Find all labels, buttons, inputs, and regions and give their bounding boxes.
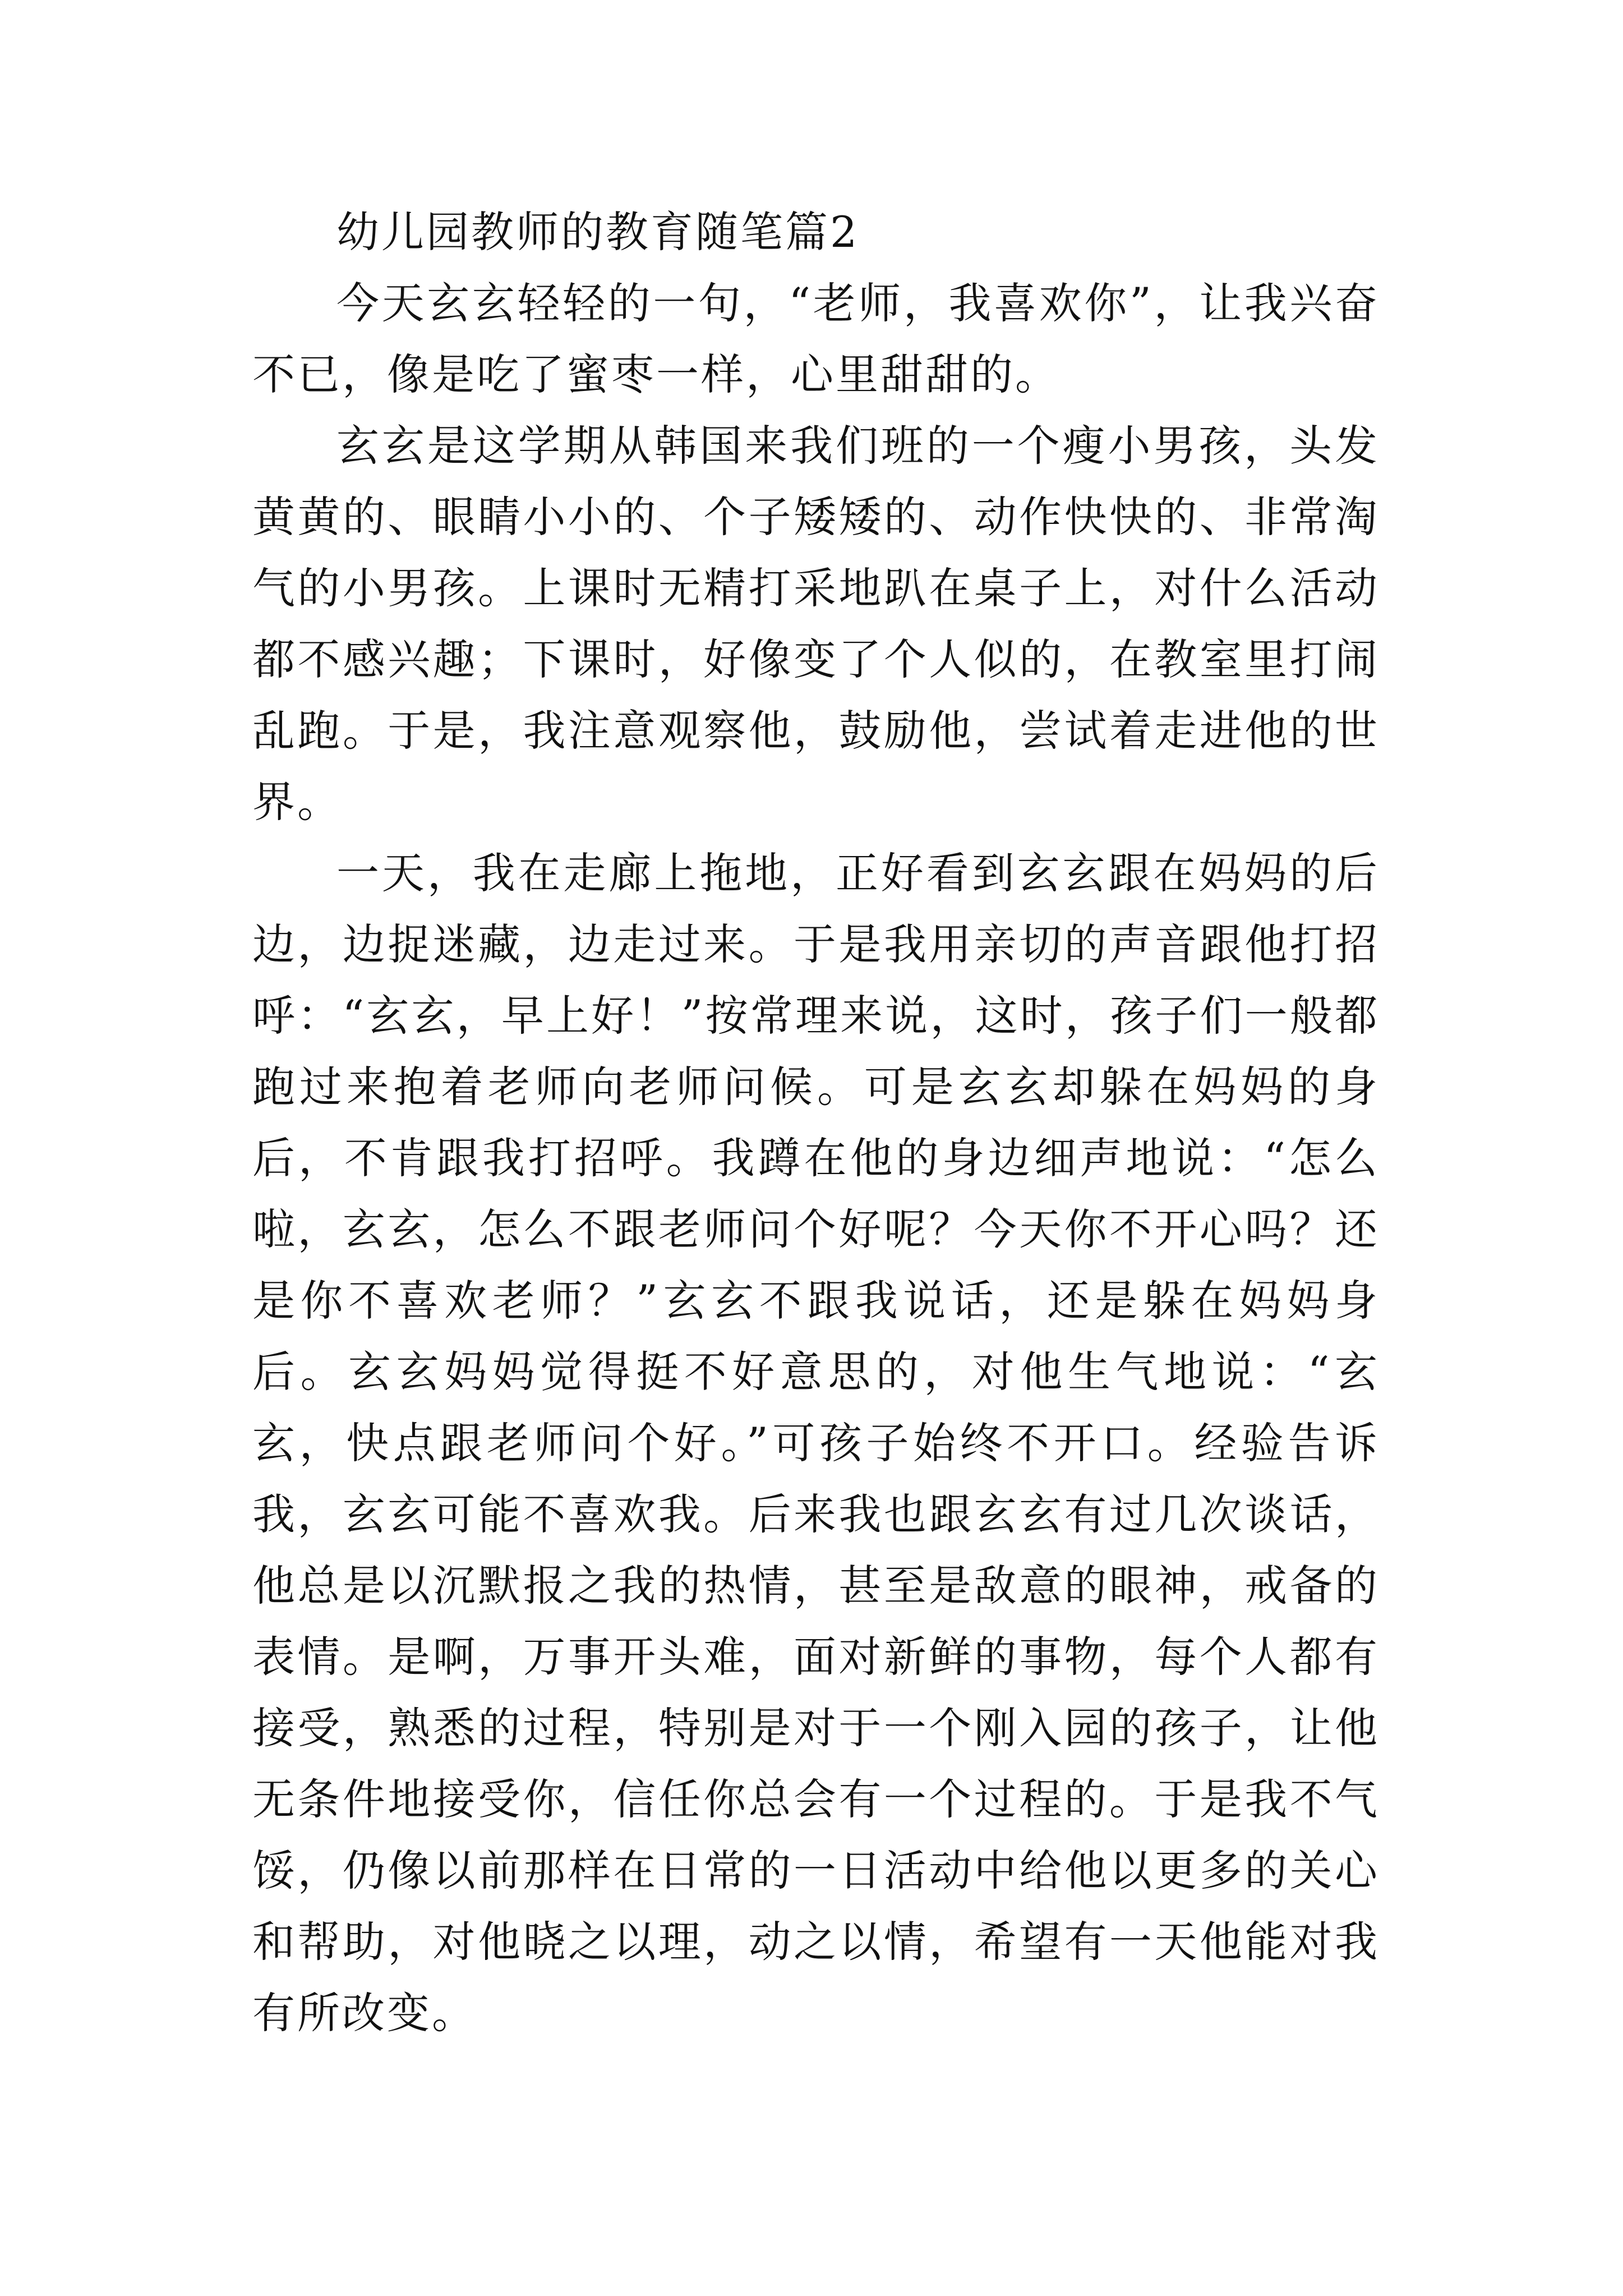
document-body: [252, 196, 1380, 2049]
essay-heading: 幼儿园教师的教育随笔篇2: [336, 207, 860, 257]
paragraph-1: 今天玄玄轻轻的一句，“老师，我喜欢你”，让我兴奋不已，像是吃了蜜枣一样，心里甜甜的。: [252, 278, 1380, 399]
paragraph-2: 玄玄是这学期从韩国来我们班的一个瘦小男孩，头发黄黄的、眼睛小小的、个子矮矮的、动作快快的、非常淘气的小男孩。上课时无精打采地趴在桌子上，对什么活动都不感兴趣；下课时，好像变了个人似的，在教室里打闹乱跑。于是，我注意观察他，鼓励他，尝试着走进他的世界。: [252, 421, 1380, 827]
paragraph-3: 一天，我在走廊上拖地，正好看到玄玄跟在妈妈的后边，边捉迷藏，边走过来。于是我用亲切的声音跟他打招呼：“玄玄，早上好！”按常理来说，这时，孩子们一般都跑过来抱着老师向老师问候。可是玄玄却躲在妈妈的身后，不肯跟我打招呼。我蹲在他的身边细声地说：“怎么啦，玄玄，怎么不跟老师问个好呢？今天你不开心吗？还是你不喜欢老师？”玄玄不跟我说话，还是躲在妈妈身后。玄玄妈妈觉得挺不好意思的，对他生气地说：“玄玄，快点跟老师问个好。”可孩子始终不开口。经验告诉我，玄玄可能不喜欢我。后来我也跟玄玄有过几次谈话，他总是以沉默报之我的热情，甚至是敌意的眼神，戒备的表情。是啊，万事开头难，面对新鲜的事物，每个人都有接受，熟悉的过程，特别是对于一个刚入园的孩子，让他无条件地接受你，信任你总会有一个过程的。于是我不气馁，仍像以前那样在日常的一日活动中给他以更多的关心和帮助，对他晓之以理，动之以情，希望有一天他能对我有所改变。: [252, 848, 1380, 2038]
